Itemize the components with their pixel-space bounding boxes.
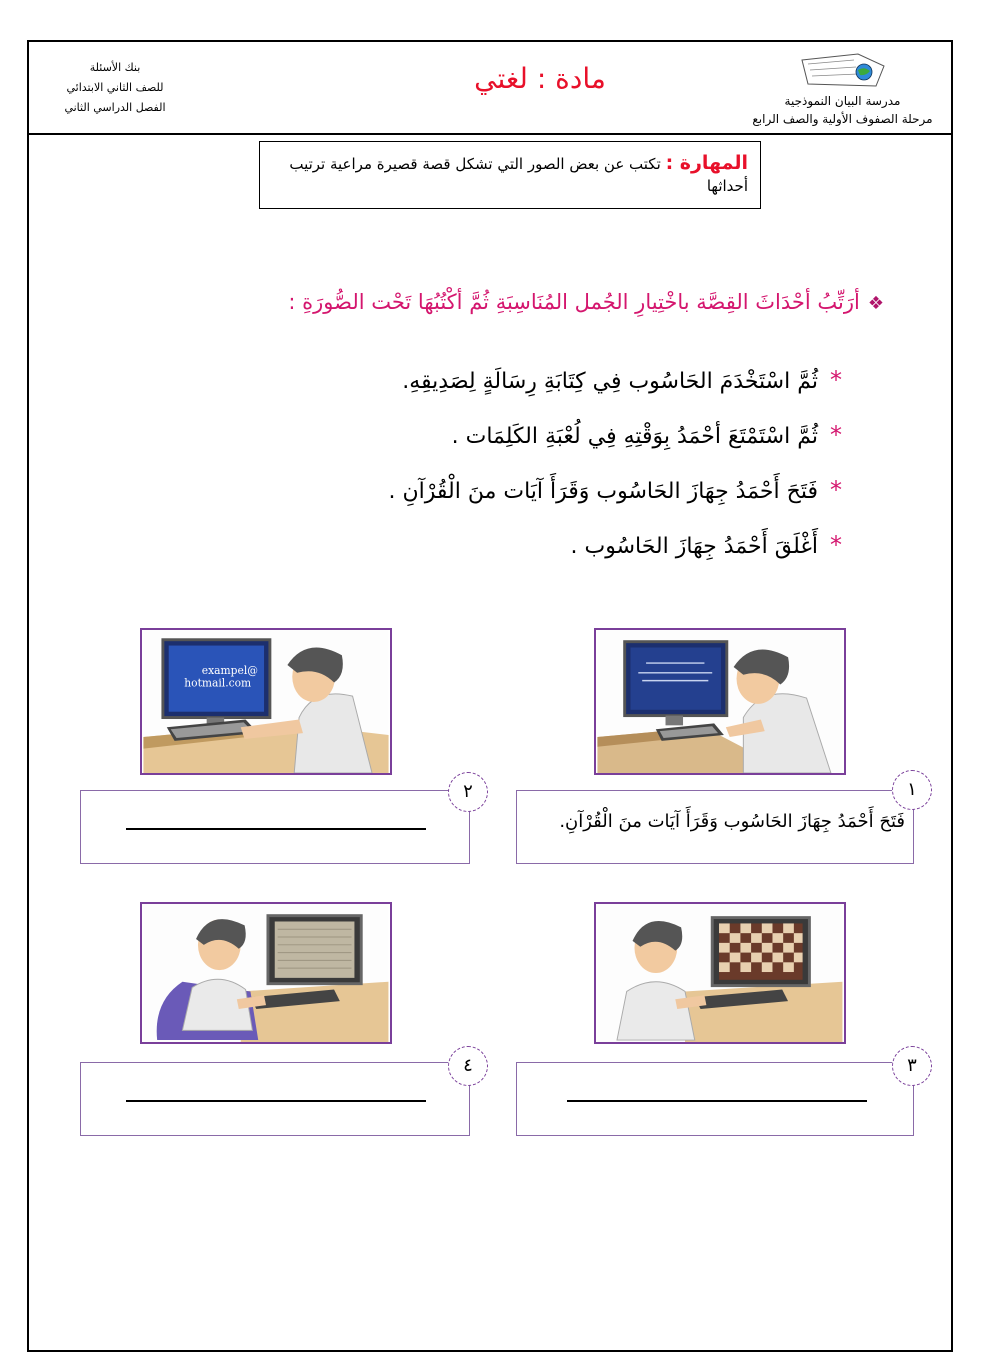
number-badge-3: ٣	[892, 1046, 932, 1086]
instruction-text: أرَتِّبُ أحْدَاثَ القِصَّة باخْتِيارِ الجُمل المُنَاسِبَةِ ثُمَّ أكْتُبُهَا تَحْت الصُّورَةِ :	[288, 290, 860, 314]
number-badge-1: ١	[892, 770, 932, 810]
header-left-info	[40, 58, 190, 118]
sentence-item	[389, 520, 843, 575]
sentence-text: أَغْلَقَ أَحْمَدُ جِهَازَ الحَاسُوب .	[570, 534, 818, 559]
school-name: مدرسة البيان النموذجية	[784, 94, 901, 108]
header-left-line-2: للصف الثاني الابتدائي	[66, 81, 164, 94]
boy-at-computer-illustration	[142, 630, 390, 773]
picture-1	[594, 628, 846, 775]
boy-at-computer-illustration	[142, 904, 390, 1042]
skill-box	[259, 141, 761, 209]
header-divider	[27, 133, 953, 135]
school-logo	[798, 52, 888, 90]
boy-at-computer-illustration	[596, 630, 844, 773]
instruction	[288, 290, 884, 314]
sentence-item	[389, 465, 843, 520]
picture-4	[140, 902, 392, 1044]
answer-box-1[interactable]	[516, 790, 914, 864]
answer-line-3	[567, 1100, 867, 1102]
answer-line-2	[126, 828, 426, 830]
subject-title: مادة : لغتي	[474, 62, 606, 95]
sentence-text: ثُمَّ اسْتَمْتَعَ أحْمَدُ بِوَقْتِهِ فِي لُعْبَةِ الكَلِمَات .	[451, 424, 818, 449]
email-screen-line-2: hotmail.com	[184, 676, 252, 690]
number-badge-2: ٢	[448, 772, 488, 812]
star-bullet-icon: *	[830, 366, 842, 394]
diamond-bullet-icon: ❖	[867, 293, 884, 314]
answer-text-1: فَتَحَ أَحْمَدُ جِهَازَ الحَاسُوب وَقَرَأَ آيَات منَ الْقُرْآنِ.	[559, 811, 905, 832]
picture-3	[594, 902, 846, 1044]
sentence-text: ثُمَّ اسْتَخْدَمَ الحَاسُوب فِي كِتَابَةِ رِسَالَةٍ لِصَدِيقِهِ.	[402, 369, 818, 394]
header-right-info	[740, 52, 945, 128]
answer-box-2[interactable]	[80, 790, 470, 864]
sentence-item	[389, 410, 843, 465]
boy-at-computer-illustration	[596, 904, 844, 1042]
answer-line-4	[126, 1100, 426, 1102]
star-bullet-icon: *	[830, 531, 842, 559]
header-left-line-1: بنك الأسئلة	[89, 61, 141, 74]
sentence-item	[389, 355, 843, 410]
sentence-list	[389, 355, 843, 575]
star-bullet-icon: *	[830, 476, 842, 504]
star-bullet-icon: *	[830, 421, 842, 449]
sentence-text: فَتَحَ أَحْمَدُ جِهَازَ الحَاسُوب وَقَرَأَ آيَات منَ الْقُرْآنِ .	[388, 479, 818, 504]
school-stage: مرحلة الصفوف الأولية والصف الرابع	[752, 112, 933, 126]
picture-2	[140, 628, 392, 775]
answer-box-3[interactable]	[516, 1062, 914, 1136]
number-badge-4: ٤	[448, 1046, 488, 1086]
answer-box-4[interactable]	[80, 1062, 470, 1136]
skill-text: تكتب عن بعض الصور التي تشكل قصة قصيرة مراعية ترتيب أحداثها	[289, 155, 748, 195]
skill-label: المهارة :	[665, 152, 748, 174]
header-left-line-3: الفصل الدراسي الثاني	[64, 101, 166, 114]
email-screen-line-1: exampel@	[201, 663, 258, 677]
